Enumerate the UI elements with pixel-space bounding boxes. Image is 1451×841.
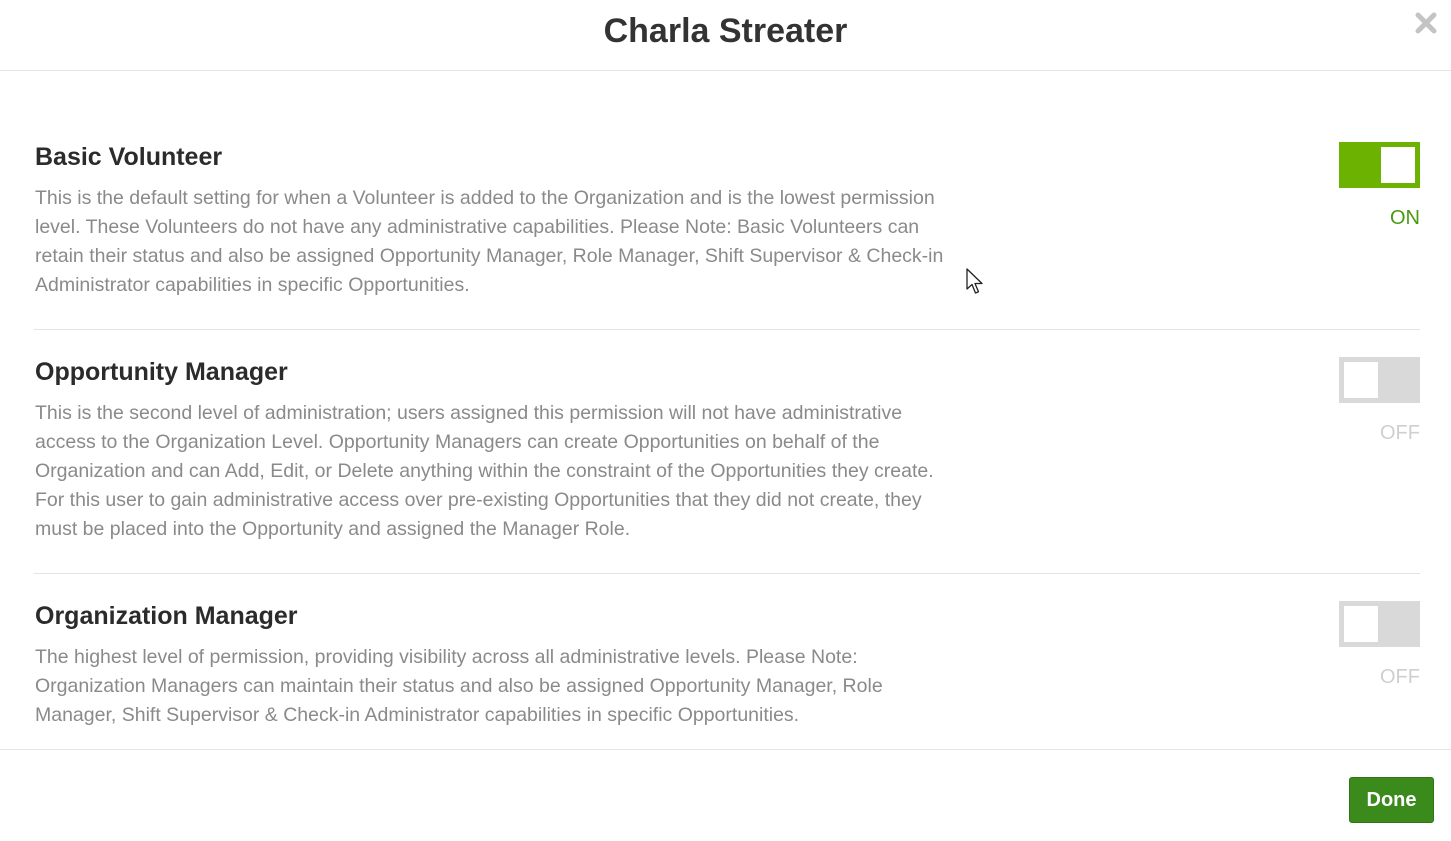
close-icon: [1413, 10, 1439, 36]
basic-volunteer-toggle[interactable]: [1339, 142, 1420, 188]
dialog-title: Charla Streater: [603, 12, 848, 50]
done-button[interactable]: Done: [1349, 777, 1434, 823]
toggle-state-label: ON: [1390, 207, 1420, 229]
permission-title: Basic Volunteer: [35, 143, 223, 171]
dialog-footer: [0, 749, 1451, 841]
permission-opportunity-manager: [34, 357, 1420, 574]
permission-description: The highest level of permission, providing visibility across all administrative levels. Please Note: Organization Managers can maintain their status and also be assigned Opportunity Manager, Role Manager, Shift Supervisor & Check-in Administrator capabilities in specific Opportunities.: [35, 646, 883, 726]
permission-description: This is the default setting for when a Volunteer is added to the Organization and is the lowest permission level. These Volunteers do not have any administrative capabilities. Please Note: Basic Volunteers can retain their status and also be assigned Opportunity Manager, Role Manager, Shift Supervisor & Check-in Administrator capabilities in specific Opportunities.: [35, 187, 944, 296]
permission-title: Opportunity Manager: [35, 358, 288, 386]
toggle-state-label: OFF: [1380, 666, 1420, 688]
organization-manager-toggle[interactable]: [1339, 601, 1420, 647]
dialog-header: [0, 0, 1451, 71]
permission-title: Organization Manager: [35, 602, 298, 630]
permission-organization-manager: [34, 601, 1420, 741]
toggle-state-label: OFF: [1380, 422, 1420, 444]
toggle-knob: [1344, 606, 1378, 642]
permission-basic-volunteer: [34, 142, 1420, 330]
toggle-knob: [1344, 362, 1378, 398]
close-button[interactable]: [1413, 10, 1439, 36]
toggle-knob: [1381, 147, 1415, 183]
permission-description: This is the second level of administration; users assigned this permission will not have administrative access to the Organization Level. Opportunity Managers can create Opportunities on behalf of the Organization and can Add, Edit, or Delete anything within the constraint of the Opportunities they create. For this user to gain administrative access over pre-existing Opportunities that they did not create, they must be placed into the Opportunity and assigned the Manager Role.: [35, 402, 934, 540]
mouse-pointer-icon: [966, 268, 986, 296]
opportunity-manager-toggle[interactable]: [1339, 357, 1420, 403]
